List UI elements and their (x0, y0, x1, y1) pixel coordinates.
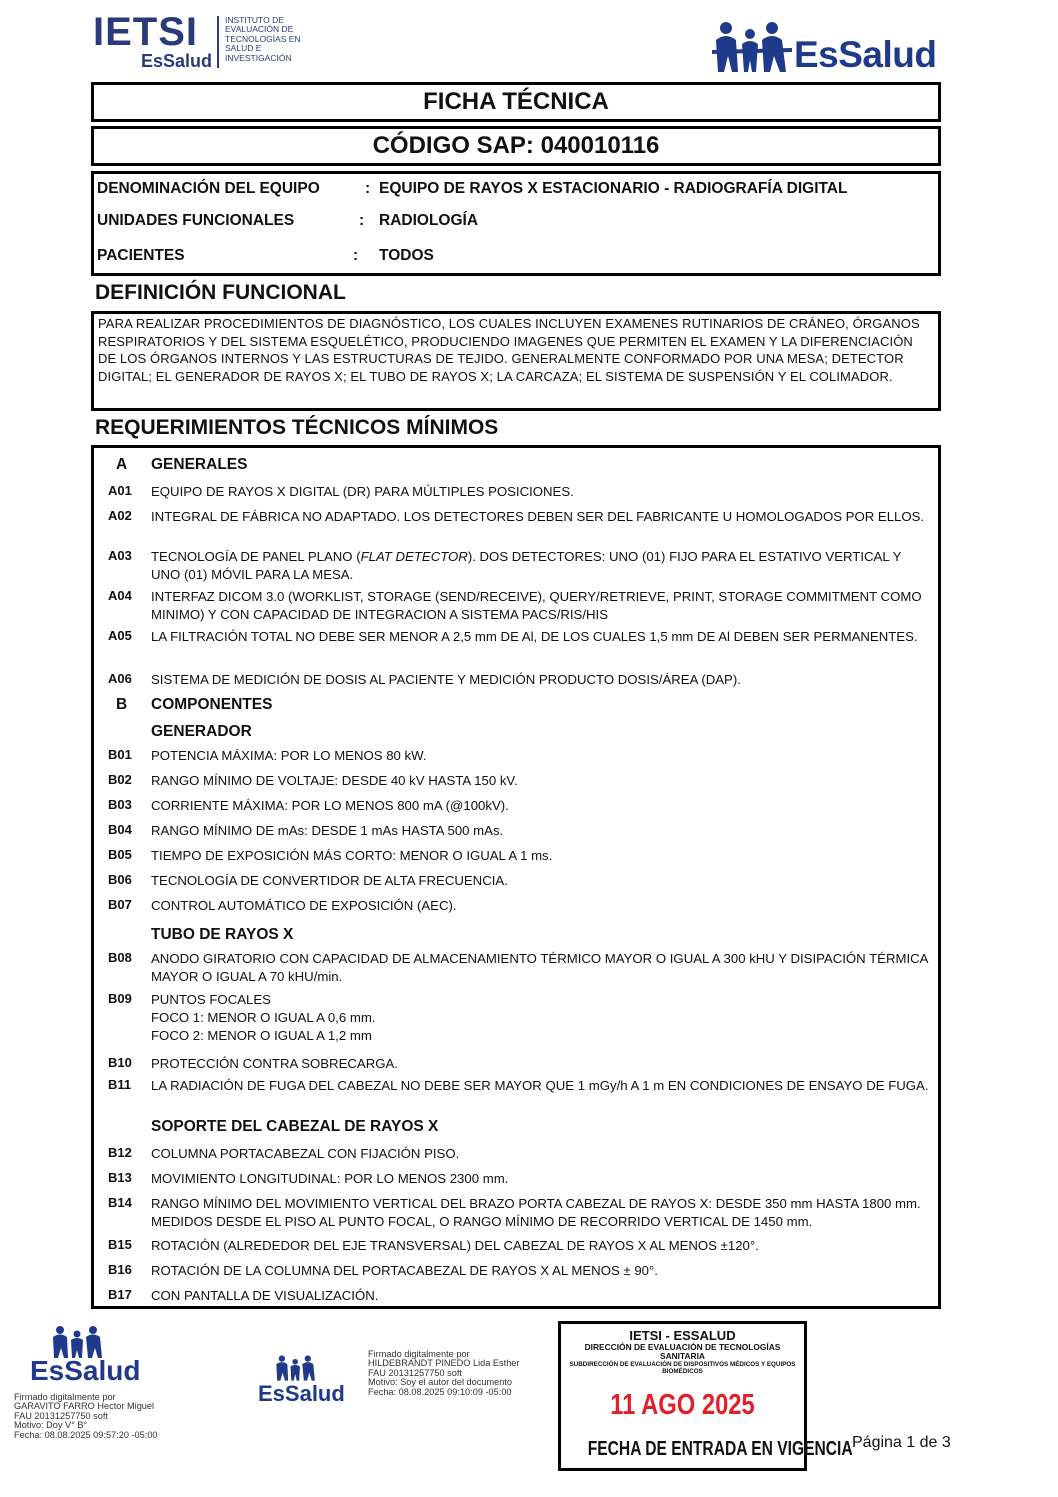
requirement-text: INTERFAZ DICOM 3.0 (WORKLIST, STORAGE (SEND/RECEIVE), QUERY/RETRIEVE, PRINT, STORAGE COMMITMENT COMO MINIMO) Y CON CAPACIDAD DE INTEGRACION A SISTEMA PACS/RIS/HIS (151, 589, 922, 622)
requirement-code: B11 (108, 1077, 132, 1092)
requirement-text: ROTACIÓN (ALREDEDOR DEL EJE TRANSVERSAL) DEL CABEZAL DE RAYOS X AL MENOS ±120°. (151, 1238, 759, 1253)
requirement-code: B15 (108, 1237, 132, 1252)
info-label: DENOMINACIÓN DEL EQUIPO (97, 180, 320, 197)
ietsi-logo-divider (217, 16, 219, 68)
requirement-code: A04 (108, 588, 132, 603)
requirement-text: RANGO MÍNIMO DE VOLTAJE: DESDE 40 kV HASTA 150 kV. (151, 773, 518, 788)
requirement-code: B16 (108, 1262, 132, 1277)
requirement-code: B17 (108, 1287, 132, 1302)
section-title: COMPONENTES (151, 696, 273, 713)
subsection-title: GENERADOR (151, 723, 252, 740)
requirement-text: EQUIPO DE RAYOS X DIGITAL (DR) PARA MÚLTIPLES POSICIONES. (151, 484, 574, 499)
requirement-text: RANGO MÍNIMO DE mAs: DESDE 1 mAs HASTA 500 mAs. (151, 823, 504, 838)
subsection-title: SOPORTE DEL CABEZAL DE RAYOS X (151, 1118, 439, 1135)
requirement-text: PROTECCIÓN CONTRA SOBRECARGA. (151, 1056, 398, 1071)
ietsi-logo-sub: EsSalud (141, 51, 213, 71)
validity-stamp (558, 1321, 853, 1471)
requirement-code: A02 (108, 508, 132, 523)
requirement-code: B14 (108, 1195, 132, 1210)
digital-signature-1: Firmado digitalmente por GARAVITO FARRO Hector Miguel FAU 20131257750 soft Motivo: Doy V° B° Fecha: 08.08.2025 09:57:20 -05:00 (14, 1392, 158, 1440)
requirement-code: A01 (108, 483, 132, 498)
requirement-code: B01 (108, 747, 132, 762)
requirement-text (151, 548, 931, 584)
family-icon (712, 20, 792, 74)
ietsi-logo-name: IETSI (93, 10, 199, 54)
info-value: TODOS (379, 247, 434, 264)
requirement-code: B12 (108, 1145, 132, 1160)
requirement-text: ROTACIÓN DE LA COLUMNA DEL PORTACABEZAL DE RAYOS X AL MENOS ± 90°. (151, 1263, 658, 1278)
section-title: GENERALES (151, 456, 248, 473)
requirement-text-line: PUNTOS FOCALES (151, 992, 271, 1007)
requirement-text: ANODO GIRATORIO CON CAPACIDAD DE ALMACENAMIENTO TÉRMICO MAYOR O IGUAL A 300 kHU Y DISIPACIÓN TÉRMICA MAYOR O IGUAL A 70 kHU/min. (151, 951, 928, 984)
requirement-code: B13 (108, 1170, 132, 1185)
info-value: RADIOLOGÍA (379, 212, 479, 229)
info-label: UNIDADES FUNCIONALES (97, 212, 295, 229)
requirement-text: TECNOLOGÍA DE CONVERTIDOR DE ALTA FRECUENCIA. (151, 873, 508, 888)
requirement-code: B10 (108, 1055, 132, 1070)
essalud-brand-text: EsSalud (30, 1355, 141, 1386)
signature-logo-2 (256, 1354, 346, 1410)
requirement-text-line: FOCO 1: MENOR O IGUAL A 0,6 mm. (151, 1010, 376, 1025)
section-letter: A (116, 456, 128, 473)
essalud-logo (712, 20, 942, 76)
requirement-code: B04 (108, 822, 132, 837)
stamp-subdirection: SUBDIRECCIÓN DE EVALUACIÓN DE DISPOSITIVOS MÉDICOS Y EQUIPOS BIOMÉDICOS (569, 1361, 796, 1375)
requirement-text: MOVIMIENTO LONGITUDINAL: POR LO MENOS 2300 mm. (151, 1171, 509, 1186)
requirement-text-line: FOCO 2: MENOR O IGUAL A 1,2 mm (151, 1028, 372, 1043)
requirement-code: B06 (108, 872, 132, 887)
requirement-code: A03 (108, 548, 132, 563)
definition-heading: DEFINICIÓN FUNCIONAL (95, 281, 346, 304)
ietsi-logo (93, 10, 313, 71)
requirement-text: SISTEMA DE MEDICIÓN DE DOSIS AL PACIENTE Y MEDICIÓN PRODUCTO DOSIS/ÁREA (DAP). (151, 672, 741, 687)
requirement-text: RANGO MÍNIMO DEL MOVIMIENTO VERTICAL DEL BRAZO PORTA CABEZAL DE RAYOS X: DESDE 350 mm HASTA 1800 mm. MEDIDOS DESDE EL PISO AL PUNTO FOCAL, O RANGO MÍNIMO DE RECORRIDO VERTICAL DE 1450 mm. (151, 1196, 921, 1229)
ietsi-institute-name: INSTITUTO DE EVALUACIÓN DE TECNOLOGÍAS EN SALUD E INVESTIGACIÓN (225, 15, 301, 63)
sap-code: CÓDIGO SAP: 040010116 (91, 126, 941, 166)
requirement-code: B07 (108, 897, 132, 912)
requirement-text-part: TECNOLOGÍA DE PANEL PLANO ( (151, 549, 361, 564)
essalud-brand-text: EsSalud (258, 1381, 345, 1406)
family-icon (50, 1325, 106, 1359)
stamp-caption: FECHA DE ENTRADA EN VIGENCIA (587, 1438, 853, 1460)
subsection-title: TUBO DE RAYOS X (151, 926, 294, 943)
stamp-date: 11 AGO 2025 (610, 1389, 755, 1421)
requirement-code: B09 (108, 991, 132, 1006)
info-label: PACIENTES (97, 247, 185, 264)
digital-signature-2: Firmado digitalmente por HILDEBRANDT PINEDO Lida Esther FAU 20131257750 soft Motivo: Soy el autor del documento Fecha: 08.08.2025 09:10:09 -05:00 (368, 1349, 520, 1397)
definition-text: PARA REALIZAR PROCEDIMIENTOS DE DIAGNÓSTICO, LOS CUALES INCLUYEN EXAMENES RUTINARIOS DE CRÁNEO, ÓRGANOS RESPIRATORIOS Y DEL SISTEMA ESQUELÉTICO, PRODUCIENDO IMAGENES QUE PERMITEN EL EXAMEN Y LA DIFERENCIACIÓN DE LOS ÓRGANOS INTERNOS Y LAS ESTRUCTURAS DE TEJIDO. GENERALMENTE CONFORMADO POR UNA MESA; DETECTOR DIGITAL; EL GENERADOR DE RAYOS X; EL TUBO DE RAYOS X; LA CARCAZA; EL SISTEMA DE SUSPENSIÓN Y EL COLIMADOR. (91, 311, 941, 411)
requirement-text: CORRIENTE MÁXIMA: POR LO MENOS 800 mA (@100kV). (151, 798, 509, 813)
info-colon: : (359, 212, 365, 229)
info-colon: : (353, 247, 359, 264)
requirement-text-part: ). DOS DETECTORES: UNO (01) FIJO PARA EL ESTATIVO VERTICAL Y UNO (01) MÓVIL PARA LA MESA. (151, 549, 902, 582)
requirements-box (91, 445, 941, 1309)
section-letter: B (116, 696, 128, 713)
requirement-code: B03 (108, 797, 132, 812)
requirements-heading: REQUERIMIENTOS TÉCNICOS MÍNIMOS (95, 416, 499, 439)
family-icon (274, 1354, 318, 1382)
requirement-code: B02 (108, 772, 132, 787)
stamp-direction: DIRECCIÓN DE EVALUACIÓN DE TECNOLOGÍAS SANITARIA (584, 1342, 781, 1361)
equipment-info-box (91, 171, 941, 276)
info-value: EQUIPO DE RAYOS X ESTACIONARIO - RADIOGRAFÍA DIGITAL (379, 180, 848, 197)
requirement-text: LA FILTRACIÓN TOTAL NO DEBE SER MENOR A 2,5 mm DE Al, DE LOS CUALES 1,5 mm DE Al DEBEN SER PERMANENTES. (151, 629, 918, 644)
essalud-brand-text: EsSalud (794, 34, 937, 75)
requirement-text: POTENCIA MÁXIMA: POR LO MENOS 80 kW. (151, 748, 427, 763)
requirement-text: CONTROL AUTOMÁTICO DE EXPOSICIÓN (AEC). (151, 898, 457, 913)
page-number: Página 1 de 3 (852, 1434, 951, 1451)
requirement-text-italic: FLAT DETECTOR (360, 549, 468, 564)
requirement-text: TIEMPO DE EXPOSICIÓN MÁS CORTO: MENOR O IGUAL A 1 ms. (151, 848, 553, 863)
requirement-text: INTEGRAL DE FÁBRICA NO ADAPTADO. LOS DETECTORES DEBEN SER DEL FABRICANTE U HOMOLOGADOS POR ELLOS. (151, 509, 925, 524)
info-colon: : (365, 180, 371, 197)
requirement-text: LA RADIACIÓN DE FUGA DEL CABEZAL NO DEBE SER MAYOR QUE 1 mGy/h A 1 m EN CONDICIONES DE ENSAYO DE FUGA. (151, 1078, 929, 1093)
requirement-code: B05 (108, 847, 132, 862)
signature-logo-1 (28, 1325, 141, 1387)
requirement-code: A05 (108, 628, 132, 643)
requirement-code: B08 (108, 950, 132, 965)
requirement-text: COLUMNA PORTACABEZAL CON FIJACIÓN PISO. (151, 1146, 460, 1161)
document-title: FICHA TÉCNICA (91, 82, 941, 122)
requirement-text: CON PANTALLA DE VISUALIZACIÓN. (151, 1288, 379, 1303)
requirement-text (151, 991, 931, 1045)
stamp-org: IETSI - ESSALUD (629, 1328, 736, 1343)
requirement-code: A06 (108, 671, 132, 686)
